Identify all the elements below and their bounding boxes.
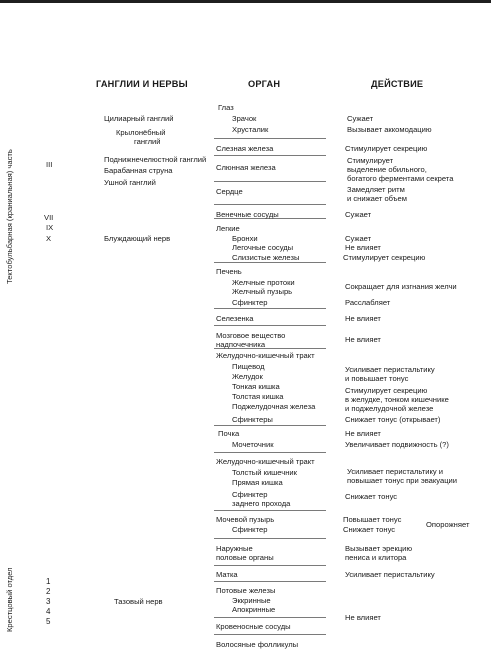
- action-a_uterus: Усиливает перистальтику: [345, 570, 435, 579]
- organ-adrenal_1: Мозговое вещество: [216, 331, 286, 340]
- organ-sphincters: Сфинктеры: [232, 415, 273, 424]
- action-a_bronchi: Сужает: [345, 234, 372, 243]
- organ-heart: Сердце: [216, 187, 243, 196]
- action-a_spleen: Не влияет: [345, 314, 381, 323]
- header-action: ДЕЙСТВИЕ: [371, 79, 424, 89]
- action-a_sphincters: Снижает тонус (открывает): [345, 415, 441, 424]
- action-a_sec_3: и поджелудочной железе: [345, 404, 434, 413]
- organ-rectum: Прямая кишка: [232, 478, 283, 487]
- action-a_heart_1: Замедляет ритм: [347, 185, 405, 194]
- organ-pulm_vessels: Легочные сосуды: [232, 243, 294, 252]
- section-divider: [214, 138, 326, 139]
- action-a_git_1: Усиливает перистальтику: [345, 365, 435, 374]
- action-a_colon_1: Усиливает перистальтику и: [347, 467, 444, 476]
- organ-bladder_sph: Сфинктер: [232, 525, 268, 534]
- action-a_sal_1: Стимулирует: [347, 156, 394, 165]
- top-rule: [0, 0, 491, 3]
- organ-large_int: Толстая кишка: [232, 392, 284, 401]
- organ-git1: Желудочно-кишечный тракт: [216, 351, 315, 360]
- section-divider: [214, 262, 326, 263]
- organ-liver: Печень: [216, 267, 242, 276]
- organ-pancreas: Поджелудочная железа: [232, 402, 316, 411]
- vagus-nerve: Блуждающий нерв: [104, 234, 171, 243]
- action-a_pupil: Сужает: [347, 114, 374, 123]
- organ-bronchi: Бронхи: [232, 234, 258, 243]
- section-divider: [214, 452, 326, 453]
- section-divider: [214, 538, 326, 539]
- header-ganglia: ГАНГЛИИ И НЕРВЫ: [96, 79, 188, 89]
- section-divider: [214, 181, 326, 182]
- action-a_adrenal: Не влияет: [345, 335, 381, 344]
- organ-sweat: Потовые железы: [216, 586, 276, 595]
- section-divider: [214, 204, 326, 205]
- organ-bile_ducts: Желчные протоки: [232, 278, 295, 287]
- action-a_lacrimal: Стимулирует секрецию: [345, 144, 428, 153]
- action-a_bladder: Повышает тонус: [343, 515, 402, 524]
- nerve-number-x: X: [46, 234, 52, 243]
- section-divider: [214, 308, 326, 309]
- organ-pupil: Зрачок: [232, 114, 257, 123]
- sacral-number: 5: [46, 617, 51, 626]
- sacral-number: 4: [46, 607, 51, 616]
- sacral-number: 3: [46, 597, 51, 606]
- organ-lungs: Легкие: [216, 224, 240, 233]
- action-a_coronary: Сужает: [345, 210, 372, 219]
- nerve-number-iii: III: [46, 160, 53, 169]
- organ-kidney: Почка: [218, 429, 240, 438]
- organ-esophagus: Пищевод: [232, 362, 265, 371]
- sacral-number: 2: [46, 587, 51, 596]
- action-a_sec_1: Стимулирует секрецию: [345, 386, 428, 395]
- action-a_heart_2: и снижает объем: [347, 194, 407, 203]
- organ-sphincter1: Сфинктер: [232, 298, 268, 307]
- action-a_sph1: Расслабляет: [345, 298, 391, 307]
- action-a_gen_2: пенисa и клитора: [345, 553, 407, 562]
- action-a_mucous: Стимулирует секрецию: [343, 253, 426, 262]
- action-a_pulm: Не влияет: [345, 243, 381, 252]
- organ-adrenal_2: надпочечника: [216, 340, 266, 349]
- organ-coronary: Венечные сосуды: [216, 210, 279, 219]
- action-a_noinfl: Не влияет: [345, 613, 381, 622]
- organ-blood_vessels: Кровеносные сосуды: [216, 622, 291, 631]
- ganglion-chorda-tympani: Барабанная струна: [104, 166, 173, 175]
- section-divider: [214, 510, 326, 511]
- action-a_sal_3: богатого ферментами секрета: [347, 174, 454, 183]
- action-a_bladder_sph: Снижает тонус: [343, 525, 396, 534]
- organ-salivary: Слюнная железа: [216, 163, 276, 172]
- action-a_sal_2: выделение обильного,: [347, 165, 427, 174]
- nerve-number-vii: VII: [44, 213, 54, 222]
- organ-bladder: Мочевой пузырь: [216, 515, 275, 524]
- organ-gallbladder: Желчный пузырь: [232, 287, 293, 296]
- section-divider: [214, 425, 326, 426]
- side-label-cranial: Тектобульбарная (краниальная) часть: [5, 149, 14, 284]
- organ-eccrine: Эккринные: [232, 596, 271, 605]
- header-organ: ОРГАН: [248, 79, 281, 89]
- action-a_colon_2: повышает тонус при эвакуации: [347, 476, 458, 485]
- action-a_anal: Снижает тонус: [345, 492, 398, 501]
- ganglion-otic: Ушной ганглий: [104, 178, 156, 187]
- organ-lacrimal: Слезная железа: [216, 144, 274, 153]
- organ-anal_sph_1: Сфинктер: [232, 490, 268, 499]
- organ-git2: Желудочно-кишечный тракт: [216, 457, 315, 466]
- organ-genitals_2: половые органы: [216, 553, 274, 562]
- organ-uterus: Матка: [216, 570, 238, 579]
- ganglion-pterygopalatine-line2: ганглий: [134, 137, 161, 146]
- organ-hair: Волосяные фолликулы: [216, 640, 299, 649]
- sacral-number: 1: [46, 577, 51, 586]
- organ-apocrine: Апокринные: [232, 605, 276, 614]
- ganglion-pterygopalatine-line1: Крылонёбный: [116, 128, 166, 137]
- organ-spleen: Селезенка: [216, 314, 254, 323]
- organ-eye: Глаз: [218, 103, 234, 112]
- action-a_sec_2: в желудке, тонком кишечнике: [345, 395, 449, 404]
- section-divider: [214, 617, 326, 618]
- ganglion-ciliary: Цилиарный ганглий: [104, 114, 174, 123]
- organ-genitals_1: Наружные: [216, 544, 253, 553]
- organ-ureter: Мочеточник: [232, 440, 274, 449]
- section-divider: [214, 634, 326, 635]
- action-a_empty: Опорожняет: [426, 520, 470, 529]
- organ-stomach: Желудок: [232, 372, 263, 381]
- side-label-sacral: Крестцовый отдел: [5, 567, 14, 632]
- organ-mucous_glands: Слизистые железы: [232, 253, 300, 262]
- action-a_lens: Вызывает аккомодацию: [347, 125, 432, 134]
- action-a_bile: Сокращает для изгнания желчи: [345, 282, 457, 291]
- pelvic-nerve: Тазовый нерв: [114, 597, 163, 606]
- section-divider: [214, 325, 326, 326]
- action-a_ureter: Увеличивает подвижность (?): [345, 440, 449, 449]
- action-a_kidney: Не влияет: [345, 429, 381, 438]
- nerve-number-ix: IX: [46, 223, 54, 232]
- action-a_gen_1: Вызывает эрекцию: [345, 544, 413, 553]
- section-divider: [214, 565, 326, 566]
- section-divider: [214, 155, 326, 156]
- section-divider: [214, 581, 326, 582]
- organ-anal_sph_2: заднего прохода: [232, 499, 291, 508]
- action-a_git_2: и повышает тонус: [345, 374, 409, 383]
- organ-lens: Хрусталик: [232, 125, 269, 134]
- organ-small_int: Тонкая кишка: [232, 382, 280, 391]
- ganglion-submandibular: Поднижнечелюстной ганглий: [104, 155, 207, 164]
- organ-colon: Толстый кишечник: [232, 468, 297, 477]
